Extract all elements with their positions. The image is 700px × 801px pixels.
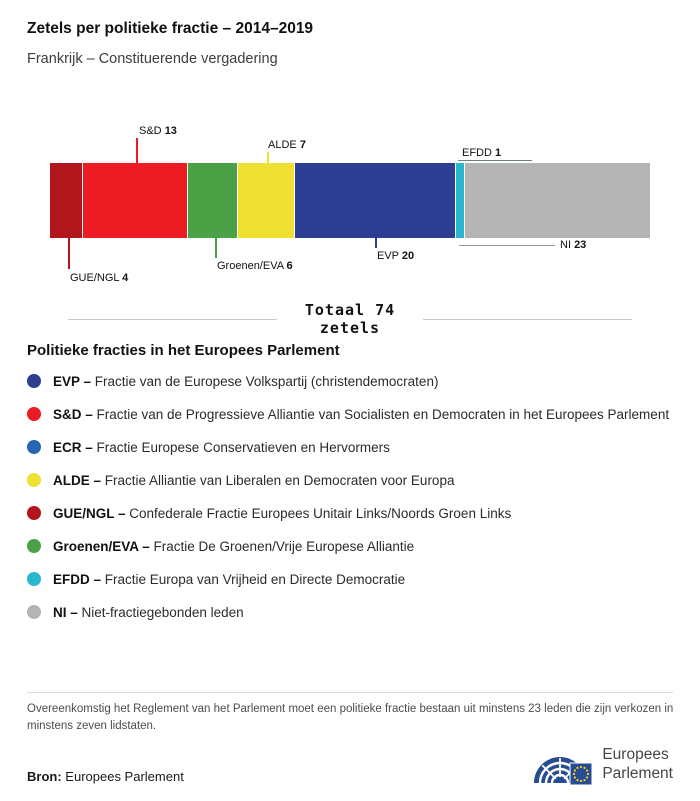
logo-word-1: Europees: [602, 746, 669, 763]
legend-label: ECR – Fractie Europese Conservatieven en Hervormers: [53, 440, 390, 455]
leader-line-sd: [136, 138, 138, 163]
total-label: [305, 301, 395, 337]
annotation-label: EVP: [377, 250, 399, 262]
legend-label: EVP – Fractie van de Europese Volkspartij (christendemocraten): [53, 374, 439, 389]
annotation-value: 7: [299, 139, 306, 151]
annotation-sd: [139, 125, 177, 137]
annotation-alde: [268, 139, 306, 151]
footer-divider: [27, 692, 673, 693]
source-line: [27, 769, 184, 784]
annotation-value: 4: [122, 272, 129, 284]
hemicycle-eu-flag-icon: [528, 743, 592, 785]
annotation-groenen: [217, 260, 293, 272]
source-value: Europees Parlement: [65, 769, 184, 784]
bar-segment-0: [50, 163, 82, 238]
total-divider-right: [423, 319, 632, 320]
bar-segment-6: [464, 163, 650, 238]
page-subtitle: Frankrijk – Constituerende vergadering: [27, 51, 278, 67]
legend-item-2: [27, 438, 675, 457]
annotation-ni: [560, 239, 586, 251]
total-divider-left: [68, 319, 277, 320]
annotation-value: 1: [495, 147, 502, 159]
bar-segment-2: [187, 163, 236, 238]
annotation-label: EFDD: [462, 147, 492, 159]
annotation-evp: [377, 250, 414, 262]
legend-label: NI – Niet-fractiegebonden leden: [53, 605, 244, 620]
legend-color-dot: [27, 539, 41, 553]
bar-segment-5: [455, 163, 464, 238]
legend-item-0: [27, 372, 675, 391]
legend-color-dot: [27, 440, 41, 454]
annotation-guengl: [70, 272, 128, 284]
legend-label: Groenen/EVA – Fractie De Groenen/Vrije Europese Alliantie: [53, 539, 415, 554]
legend-color-dot: [27, 506, 41, 520]
annotation-value: 6: [286, 260, 293, 272]
logo-word-2: Parlement: [602, 765, 673, 782]
page-title: Zetels per politieke fractie – 2014–2019: [27, 20, 314, 37]
legend-item-7: [27, 603, 675, 622]
legend-color-dot: [27, 473, 41, 487]
legend-color-dot: [27, 374, 41, 388]
legend-label: S&D – Fractie van de Progressieve Alliantie van Socialisten en Democraten in het Europees Parlement: [53, 407, 670, 422]
stacked-bar: [50, 163, 650, 238]
legend-label: GUE/NGL – Confederale Fractie Europees Unitair Links/Noords Groen Links: [53, 506, 512, 521]
legend-label: EFDD – Fractie Europa van Vrijheid en Directe Democratie: [53, 572, 406, 587]
legend-item-4: [27, 504, 675, 523]
annotation-label: S&D: [139, 125, 162, 137]
legend-color-dot: [27, 572, 41, 586]
leader-line-alde: [267, 152, 269, 163]
legend-item-1: [27, 405, 675, 424]
leader-line-guengl: [68, 238, 70, 269]
annotation-label: Groenen/EVA: [217, 260, 284, 272]
total-line1: Totaal 74: [304, 301, 396, 319]
annotation-label: GUE/NGL: [70, 272, 120, 284]
leader-line-groenen: [215, 238, 217, 258]
bar-segment-3: [237, 163, 294, 238]
annotation-label: ALDE: [268, 139, 297, 151]
source-label: Bron:: [27, 769, 62, 784]
bar-segment-4: [294, 163, 456, 238]
annotation-value: 20: [401, 250, 415, 262]
legend-color-dot: [27, 407, 41, 421]
total-line2: zetels: [319, 319, 381, 337]
leader-line-efdd: [458, 160, 532, 161]
europarl-logo: [528, 743, 673, 785]
legend-color-dot: [27, 605, 41, 619]
legend-list: [27, 372, 675, 636]
legend-item-3: [27, 471, 675, 490]
annotation-value: 13: [164, 125, 177, 137]
legend-item-5: [27, 537, 675, 556]
legend-title: Politieke fracties in het Europees Parlement: [27, 342, 340, 359]
legend-label: ALDE – Fractie Alliantie van Liberalen en Democraten voor Europa: [53, 473, 455, 488]
legend-item-6: [27, 570, 675, 589]
annotation-label: NI: [560, 239, 571, 251]
annotation-efdd: [462, 147, 501, 159]
total-seats: [68, 301, 632, 337]
leader-line-ni: [459, 245, 555, 246]
bar-segment-1: [82, 163, 187, 238]
annotation-value: 23: [574, 239, 587, 251]
leader-line-evp: [375, 238, 377, 248]
logo-wordmark: [602, 745, 673, 783]
footnote: Overeenkomstig het Reglement van het Parlement moet een politieke fractie bestaan uit minstens 23 leden die zijn verkozen in minstens zeven lidstaten.: [27, 703, 674, 732]
